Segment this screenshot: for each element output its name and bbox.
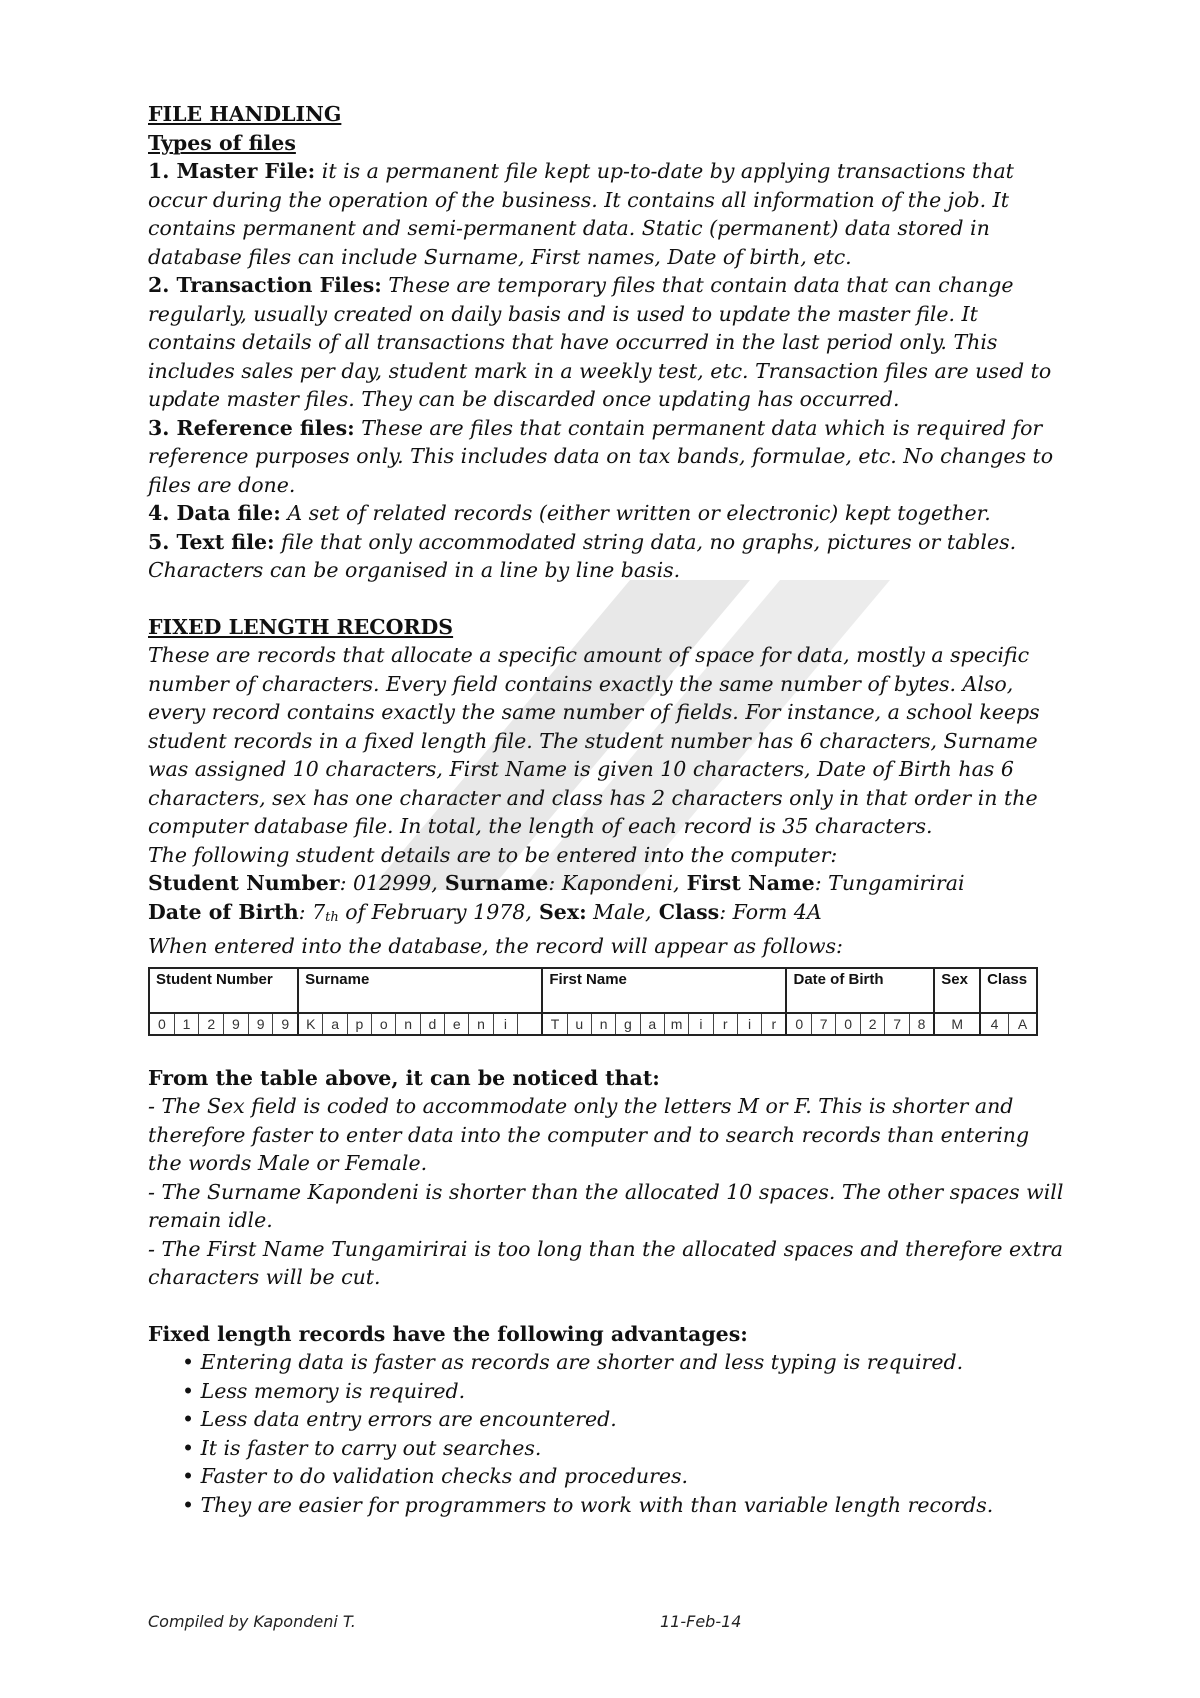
record-char-cell: K bbox=[299, 1014, 323, 1034]
record-table bbox=[148, 967, 1038, 1036]
record-char-cell: o bbox=[372, 1014, 396, 1034]
advantages-list bbox=[148, 1348, 1068, 1519]
header-surname: Surname bbox=[298, 968, 542, 1013]
record-char-cell: T bbox=[543, 1014, 567, 1034]
noticed-heading: From the table above, it can be noticed that: bbox=[148, 1065, 660, 1090]
advantage-item: • Faster to do validation checks and procedures. bbox=[182, 1464, 689, 1488]
record-char-cell: 8 bbox=[917, 1015, 926, 1032]
record-char-cell: M bbox=[951, 1015, 964, 1032]
type-item: 1. Master File: it is a permanent file kept up-to-date by applying transactions that occur during the operation of the business. It contains all information of the job. It contains permanent and semi-permanent data. Static (permanent) data stored in database files can include Surname, First names, Date of birth, etc. bbox=[148, 159, 1014, 269]
record-char-cell: e bbox=[445, 1014, 469, 1034]
student-details-line-1: Student Number: 012999, Surname: Kapondeni, First Name: Tungamirirai bbox=[148, 871, 965, 895]
header-sex: Sex bbox=[934, 968, 980, 1013]
type-item: 5. Text file: file that only accommodated string data, no graphs, pictures or tables. Characters can be organised in a line by line basis. bbox=[148, 529, 1017, 582]
record-header-row bbox=[149, 968, 1037, 1013]
type-item: 3. Reference files: These are files that contain permanent data which is required for reference purposes only. This includes data on tax bands, formulae, etc. No changes to files are done. bbox=[148, 415, 1054, 497]
advantage-item: • Less memory is required. bbox=[182, 1378, 466, 1403]
record-char-cell: 0 bbox=[150, 1014, 175, 1034]
record-char-cell: i bbox=[738, 1014, 762, 1034]
record-char-cell: 9 bbox=[249, 1014, 274, 1034]
student-details-line-2: Date of Birth: 7th of February 1978, Sex: Male, Class: Form 4A bbox=[148, 899, 822, 925]
record-char-cell: 2 bbox=[199, 1014, 224, 1034]
footer-author: Compiled by Kapondeni T. bbox=[148, 1612, 356, 1631]
record-char-cell: p bbox=[348, 1014, 372, 1034]
header-date-of-birth: Date of Birth bbox=[786, 968, 934, 1013]
types-heading: Types of files bbox=[148, 130, 296, 155]
header-student-number: Student Number bbox=[149, 968, 298, 1013]
record-char-cell: 0 bbox=[836, 1014, 860, 1034]
record-char-cell: 7 bbox=[885, 1014, 909, 1034]
type-item: 2. Transaction Files: These are temporary files that contain data that can change regularly, usually created on daily basis and is used to update the master file. It contains details of all transactions that have occurred in the last period only. This includes sales per day, student mark in a weekly test, etc. Transaction files are used to update master files. They can be discarded once updating has occurred. bbox=[148, 273, 1052, 411]
record-char-cell: A bbox=[1017, 1015, 1028, 1032]
record-char-cell: r bbox=[771, 1015, 777, 1032]
advantage-item: • Less data entry errors are encountered. bbox=[182, 1407, 617, 1431]
document-page bbox=[148, 100, 1068, 1519]
noticed-item: - The Sex field is coded to accommodate only the letters M or F. This is shorter and therefore faster to enter data into the computer and to search records than entering the words Male or Female. bbox=[148, 1094, 1030, 1175]
page-footer bbox=[148, 1612, 742, 1631]
record-char-cell: r bbox=[714, 1014, 738, 1034]
record-char-cell: u bbox=[568, 1014, 592, 1034]
class-cells bbox=[981, 1014, 1036, 1034]
record-char-cell: 9 bbox=[281, 1015, 290, 1032]
noticed-item: - The First Name Tungamirirai is too long than the allocated spaces and therefore extra characters will be cut. bbox=[148, 1236, 1063, 1289]
record-char-cell: 2 bbox=[861, 1014, 885, 1034]
student-number-cells bbox=[150, 1014, 297, 1034]
record-char-cell: a bbox=[323, 1014, 347, 1034]
record-char-cell: i bbox=[494, 1014, 518, 1034]
entered-text: When entered into the database, the record will appear as follows: bbox=[148, 934, 843, 958]
record-data-row bbox=[149, 1013, 1037, 1035]
record-char-cell: m bbox=[665, 1014, 689, 1034]
record-char-cell: 4 bbox=[981, 1014, 1009, 1034]
first-name-cells bbox=[543, 1014, 785, 1034]
type-item: 4. Data file: A set of related records (either written or electronic) kept together. bbox=[148, 501, 991, 525]
record-char-cell: n bbox=[592, 1014, 616, 1034]
record-char-cell: 1 bbox=[175, 1014, 200, 1034]
header-first-name: First Name bbox=[542, 968, 786, 1013]
date-of-birth-cells bbox=[787, 1014, 933, 1034]
sex-cells bbox=[935, 1014, 979, 1034]
fixed-records-text: These are records that allocate a specific amount of space for data, mostly a specific number of characters. Every field contains exactly the same number of bytes. Also, every record contains exactly the same number of fields. For instance, a school keeps student records in a fixed length file. The student number has 6 characters, Surname was assigned 10 characters, First Name is given 10 characters, Date of Birth has 6 characters, sex has one character and class has 2 characters only in that order in the computer database file. In total, the length of each record is 35 characters. bbox=[148, 643, 1040, 838]
record-char-cell: n bbox=[469, 1014, 493, 1034]
advantages-heading: Fixed length records have the following advantages: bbox=[148, 1321, 748, 1346]
record-char-cell: a bbox=[641, 1014, 665, 1034]
record-char-cell: d bbox=[421, 1014, 445, 1034]
advantage-item: • It is faster to carry out searches. bbox=[182, 1435, 542, 1460]
record-char-cell: n bbox=[396, 1014, 420, 1034]
record-char-cell: 7 bbox=[812, 1014, 836, 1034]
record-char-cell: 9 bbox=[224, 1014, 249, 1034]
record-char-cell bbox=[518, 1014, 541, 1034]
document-title: FILE HANDLING bbox=[148, 102, 342, 126]
noticed-item: - The Surname Kapondeni is shorter than the allocated 10 spaces. The other spaces will remain idle. bbox=[148, 1179, 1064, 1232]
record-char-cell: g bbox=[616, 1014, 640, 1034]
record-char-cell: i bbox=[689, 1014, 713, 1034]
footer-date: 11-Feb-14 bbox=[660, 1612, 742, 1631]
advantage-item: • They are easier for programmers to work with than variable length records. bbox=[182, 1492, 994, 1517]
following-text: The following student details are to be entered into the computer: bbox=[148, 842, 838, 867]
fixed-records-heading: FIXED LENGTH RECORDS bbox=[148, 614, 454, 639]
advantage-item: • Entering data is faster as records are shorter and less typing is required. bbox=[182, 1350, 964, 1374]
header-class: Class bbox=[980, 968, 1037, 1013]
record-char-cell: 0 bbox=[787, 1014, 811, 1034]
surname-cells bbox=[299, 1014, 541, 1034]
